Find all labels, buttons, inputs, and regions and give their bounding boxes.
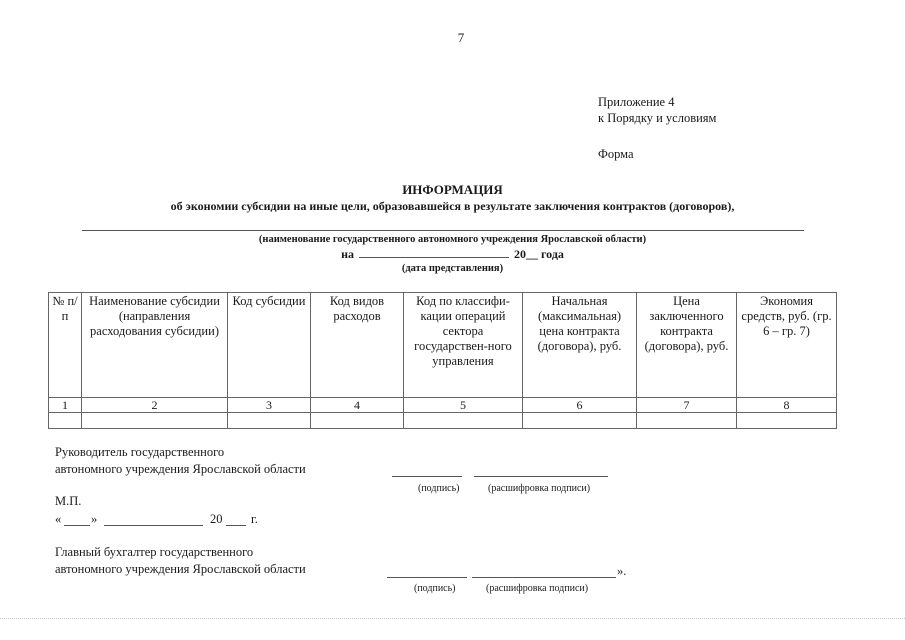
accountant-decode-line xyxy=(472,577,616,578)
accountant-title-line2: автономного учреждения Ярославской области xyxy=(55,562,306,576)
column-number-cell: 5 xyxy=(404,398,523,413)
org-name-caption: (наименование государственного автономного учреждения Ярославской области) xyxy=(258,234,647,245)
table-column-number-row xyxy=(49,398,837,413)
header-cell: Начальная (максимальная) цена контракта (договора), руб. xyxy=(523,293,637,398)
accountant-signature-line xyxy=(387,577,467,578)
appendix-number: Приложение 4 xyxy=(598,95,675,109)
stamp-year-line xyxy=(226,525,246,526)
table-cell xyxy=(404,413,523,429)
header-cell: Цена заключенного контракта (договора), руб. xyxy=(637,293,737,398)
table-cell xyxy=(523,413,637,429)
table-cell xyxy=(228,413,311,429)
table-cell xyxy=(49,413,82,429)
page-number: 7 xyxy=(457,30,465,45)
accountant-end-mark: ». xyxy=(617,564,627,578)
table-cell xyxy=(637,413,737,429)
economy-table xyxy=(48,292,837,429)
date-blank xyxy=(359,246,509,258)
column-number-cell: 4 xyxy=(311,398,404,413)
accountant-decode-caption: (расшифровка подписи) xyxy=(486,583,589,594)
column-number-cell: 6 xyxy=(523,398,637,413)
header-cell: Наименование субсидии (направления расходования субсидии) xyxy=(82,293,228,398)
header-cell: Код видов расходов xyxy=(311,293,404,398)
table-header-row xyxy=(49,293,837,398)
head-title-line1: Руководитель государственного xyxy=(55,445,225,459)
head-sign-caption: (подпись) xyxy=(418,483,460,494)
column-number-cell: 7 xyxy=(637,398,737,413)
document-subtitle: об экономии субсидии на иные цели, образовавшейся в результате заключения контрактов (договоров), xyxy=(170,199,735,213)
stamp-month-line xyxy=(104,525,203,526)
table-cell xyxy=(311,413,404,429)
column-number-cell: 3 xyxy=(228,398,311,413)
scan-edge-strip xyxy=(0,618,905,623)
table-cell xyxy=(737,413,837,429)
header-cell: Код по классифи-кации операций сектора государствен-ного управления xyxy=(404,293,523,398)
head-signature-line xyxy=(392,476,462,477)
head-decode-caption: (расшифровка подписи) xyxy=(488,483,591,494)
stamp-close-quote: » xyxy=(91,512,98,526)
column-number-cell: 2 xyxy=(82,398,228,413)
org-name-line xyxy=(82,230,804,231)
stamp-day-line xyxy=(64,525,90,526)
date-year: 20__ года xyxy=(514,247,564,261)
header-cell: № п/п xyxy=(49,293,82,398)
table-cell xyxy=(82,413,228,429)
date-caption: (дата представления) xyxy=(401,263,504,274)
column-number-cell: 1 xyxy=(49,398,82,413)
head-decode-line xyxy=(474,476,608,477)
header-cell: Код субсидии xyxy=(228,293,311,398)
stamp-year-suffix: г. xyxy=(251,512,258,526)
date-prefix: на xyxy=(341,247,355,261)
head-title-line2: автономного учреждения Ярославской области xyxy=(55,462,306,476)
stamp-year-prefix: 20 xyxy=(210,512,223,526)
accountant-title-line1: Главный бухгалтер государственного xyxy=(55,545,254,559)
stamp-open-quote: « xyxy=(55,512,62,526)
date-line xyxy=(0,246,905,262)
header-cell: Экономия средств, руб. (гр. 6 – гр. 7) xyxy=(737,293,837,398)
accountant-sign-caption: (подпись) xyxy=(414,583,456,594)
stamp-label: М.П. xyxy=(55,494,82,508)
column-number-cell: 8 xyxy=(737,398,837,413)
form-label: Форма xyxy=(598,147,634,161)
appendix-reference: к Порядку и условиям xyxy=(598,111,717,125)
table-empty-row xyxy=(49,413,837,429)
document-title: ИНФОРМАЦИЯ xyxy=(402,182,503,197)
